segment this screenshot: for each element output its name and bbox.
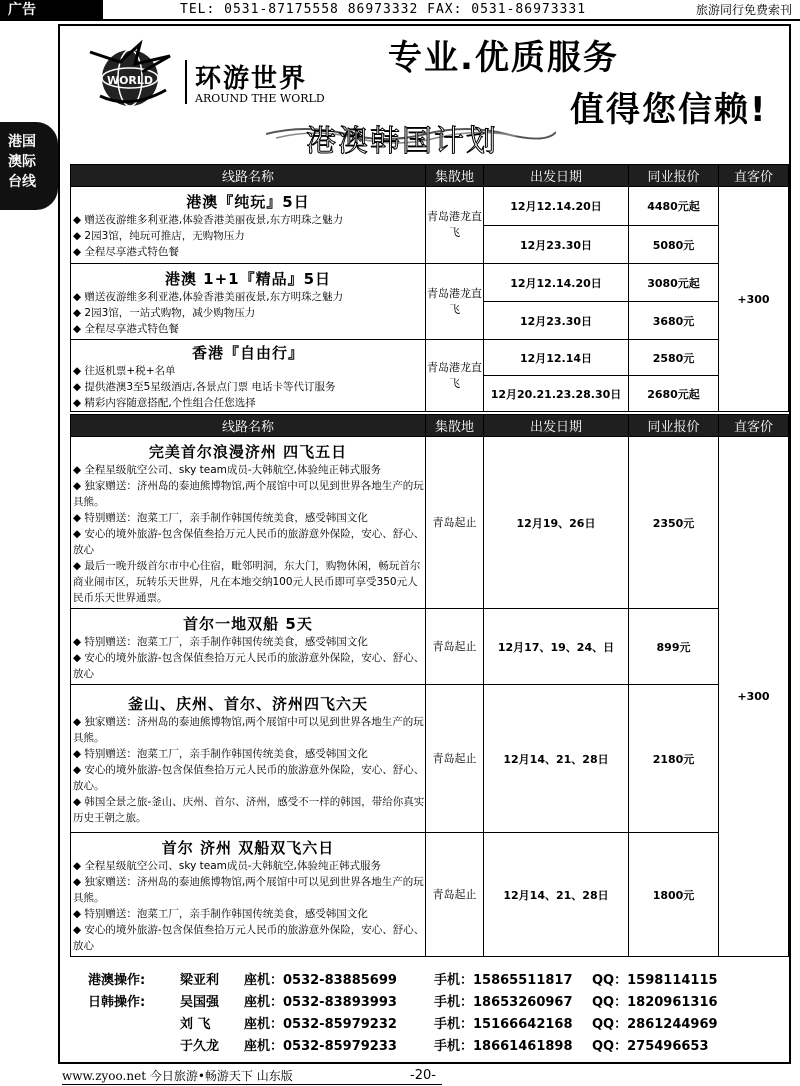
price-cell: 1800元 bbox=[629, 833, 719, 957]
header-rule bbox=[0, 19, 800, 21]
route-bullet: ◆ 独家赠送：济州岛的泰迪熊博物馆,两个展馆中可以见到世界各地生产的玩具熊。 bbox=[71, 714, 425, 746]
departure-cell: 青岛起止 bbox=[426, 437, 484, 609]
route-bullet: ◆ 特别赠送：泡菜工厂，亲手制作韩国传统美食，感受韩国文化 bbox=[71, 746, 425, 762]
departure-cell: 青岛港龙直飞 bbox=[426, 340, 484, 412]
date-cell: 12月23.30日 bbox=[484, 302, 629, 340]
route-bullet: ◆ 往返机票+税+名单 bbox=[71, 363, 425, 379]
route-bullet: ◆ 安心的境外旅游-包含保值叁拾万元人民币的旅游意外保险，安心、舒心、放心 bbox=[71, 526, 425, 558]
plan-title: 港澳韩国计划 bbox=[306, 124, 498, 159]
brand-name: 环游世界 bbox=[195, 64, 308, 94]
route-bullet: ◆ 赠送夜游维多利亚港,体验香港美丽夜景,东方明珠之魅力 bbox=[71, 289, 425, 305]
contact-mobile: 手机：18661461898 bbox=[434, 1039, 573, 1054]
route-title: 香港『自由行』 bbox=[191, 343, 304, 362]
table-row bbox=[71, 187, 789, 226]
departure-cell: 青岛起止 bbox=[426, 685, 484, 833]
route-cell bbox=[71, 264, 426, 340]
route-title: 港澳『纯玩』5日 bbox=[186, 193, 310, 211]
route-cell bbox=[71, 437, 426, 609]
globe-logo-icon bbox=[80, 32, 180, 112]
route-bullet: ◆ 安心的境外旅游-包含保值叁拾万元人民币的旅游意外保险，安心、舒心、放心 bbox=[71, 922, 425, 954]
date-cell: 12月17、19、24、日 bbox=[484, 609, 629, 685]
price-cell: 3080元起 bbox=[629, 264, 719, 302]
col-header-direct-price: 直客价 bbox=[719, 165, 789, 187]
route-title: 釜山、庆州、首尔、济州四飞六天 bbox=[127, 694, 368, 713]
svg-text:WORLD: WORLD bbox=[106, 74, 154, 87]
contact-row bbox=[72, 1014, 778, 1036]
contact-name: 于久龙 bbox=[180, 1039, 220, 1054]
contact-row bbox=[72, 992, 778, 1014]
side-tab-line-1: 港国 bbox=[8, 134, 36, 150]
side-tab-line-2: 澳际 bbox=[8, 154, 36, 170]
col-header-date: 出发日期 bbox=[484, 415, 629, 437]
side-tab-line-3: 台线 bbox=[8, 174, 36, 190]
route-bullet: ◆ 全程尽享港式特色餐 bbox=[71, 244, 425, 260]
route-bullet: ◆ 提供港澳3至5星级酒店,各景点门票 电话卡等代订服务 bbox=[71, 379, 425, 395]
contact-landline: 座机：0532-83885699 bbox=[244, 973, 397, 988]
date-cell: 12月12.14.20日 bbox=[484, 187, 629, 226]
contact-mobile: 手机：15865511817 bbox=[434, 973, 573, 988]
col-header-date: 出发日期 bbox=[484, 165, 629, 187]
contact-name: 梁亚利 bbox=[180, 973, 220, 988]
brand-subtitle: AROUND THE WORLD bbox=[195, 92, 325, 105]
contact-mobile: 手机：15166642168 bbox=[434, 1017, 573, 1032]
departure-cell: 青岛起止 bbox=[426, 609, 484, 685]
route-bullet: ◆ 全程尽享港式特色餐 bbox=[71, 321, 425, 337]
route-cell bbox=[71, 609, 426, 685]
route-bullet: ◆ 韩国全景之旅-釜山、庆州、首尔、济州，感受不一样的韩国，带给你真实历史王朝之旅。 bbox=[71, 794, 425, 826]
col-header-route: 线路名称 bbox=[71, 415, 426, 437]
page-number: -20- bbox=[410, 1068, 436, 1083]
table-row bbox=[71, 340, 789, 376]
price-cell: 2180元 bbox=[629, 685, 719, 833]
route-bullet: ◆ 全程星级航空公司、sky team成员-大韩航空,体验纯正韩式服务 bbox=[71, 462, 425, 478]
route-title: 首尔 济州 双船双飞六日 bbox=[161, 838, 335, 857]
route-bullet: ◆ 特别赠送：泡菜工厂，亲手制作韩国传统美食，感受韩国文化 bbox=[71, 634, 425, 650]
route-title: 首尔一地双船 5天 bbox=[183, 614, 313, 633]
price-cell: 2680元起 bbox=[629, 376, 719, 412]
table-row bbox=[71, 264, 789, 302]
direct-price-cell: +300 bbox=[719, 187, 789, 412]
route-bullet: ◆ 精彩内容随意搭配,个性组合任您选择 bbox=[71, 395, 425, 411]
route-bullet: ◆ 2园3馆，纯玩可推店，无购物压力 bbox=[71, 228, 425, 244]
contact-row bbox=[72, 970, 778, 992]
route-bullet: ◆ 最后一晚升级首尔市中心住宿，毗邻明洞，东大门，购物休闲，畅玩首尔商业闹市区，玩转乐天世界，凡在本地交纳100元人民币即可享受350元人民币乐天世界通票。 bbox=[71, 558, 425, 606]
table-row bbox=[71, 685, 789, 833]
table-header-row bbox=[71, 165, 789, 187]
departure-cell: 青岛港龙直飞 bbox=[426, 187, 484, 264]
route-bullet: ◆ 特别赠送：泡菜工厂，亲手制作韩国传统美食，感受韩国文化 bbox=[71, 510, 425, 526]
route-bullet: ◆ 特别赠送：泡菜工厂，亲手制作韩国传统美食，感受韩国文化 bbox=[71, 906, 425, 922]
kr-routes-table bbox=[70, 414, 789, 957]
contact-numbers: TEL: 0531-87175558 86973332 FAX: 0531-86973331 bbox=[180, 0, 640, 20]
col-header-departure: 集散地 bbox=[426, 165, 484, 187]
table-row bbox=[71, 833, 789, 957]
contact-qq: QQ：1820961316 bbox=[592, 995, 718, 1010]
page-header bbox=[0, 0, 800, 20]
price-cell: 2350元 bbox=[629, 437, 719, 609]
date-cell: 12月12.14.20日 bbox=[484, 264, 629, 302]
route-bullet: ◆ 安心的境外旅游-包含保值叁拾万元人民币的旅游意外保险，安心、舒心、放心。 bbox=[71, 762, 425, 794]
col-header-trade-price: 同业报价 bbox=[629, 165, 719, 187]
table-row bbox=[71, 437, 789, 609]
date-cell: 12月14、21、28日 bbox=[484, 833, 629, 957]
contact-row bbox=[72, 1036, 778, 1058]
contact-landline: 座机：0532-85979232 bbox=[244, 1017, 397, 1032]
date-cell: 12月20.21.23.28.30日 bbox=[484, 376, 629, 412]
table-row bbox=[71, 609, 789, 685]
price-cell: 899元 bbox=[629, 609, 719, 685]
table-header-row bbox=[71, 415, 789, 437]
route-bullet: ◆ 独家赠送：济州岛的泰迪熊博物馆,两个展馆中可以见到世界各地生产的玩具熊。 bbox=[71, 478, 425, 510]
route-bullet: ◆ 安心的境外旅游-包含保值叁拾万元人民币的旅游意外保险，安心、舒心、放心 bbox=[71, 650, 425, 682]
contact-landline: 座机：0532-85979233 bbox=[244, 1039, 397, 1054]
contact-mobile: 手机：18653260967 bbox=[434, 995, 573, 1010]
route-cell bbox=[71, 340, 426, 412]
contact-landline: 座机：0532-83893993 bbox=[244, 995, 397, 1010]
contact-name: 吴国强 bbox=[180, 995, 220, 1010]
slogan-line-1: 专业.优质服务 bbox=[388, 38, 619, 78]
index-note: 旅游同行免费索刊 bbox=[695, 3, 792, 17]
price-cell: 3680元 bbox=[629, 302, 719, 340]
col-header-route: 线路名称 bbox=[71, 165, 426, 187]
col-header-departure: 集散地 bbox=[426, 415, 484, 437]
departure-cell: 青岛起止 bbox=[426, 833, 484, 957]
date-cell: 12月14、21、28日 bbox=[484, 685, 629, 833]
direct-price-cell: +300 bbox=[719, 437, 789, 957]
brand-divider bbox=[185, 60, 187, 104]
contact-role: 港澳操作: bbox=[88, 973, 146, 988]
route-bullet: ◆ 全程星级航空公司、sky team成员-大韩航空,体验纯正韩式服务 bbox=[71, 858, 425, 874]
price-cell: 4480元起 bbox=[629, 187, 719, 226]
hk-routes-table bbox=[70, 164, 789, 412]
side-tab bbox=[0, 122, 58, 210]
route-title: 完美首尔浪漫济州 四飞五日 bbox=[148, 442, 348, 461]
footer-rule bbox=[62, 1084, 442, 1085]
ad-tag: 广告 bbox=[0, 0, 103, 20]
route-cell bbox=[71, 833, 426, 957]
route-bullet: ◆ 2园3馆，一站式购物，减少购物压力 bbox=[71, 305, 425, 321]
price-cell: 5080元 bbox=[629, 226, 719, 264]
col-header-trade-price: 同业报价 bbox=[629, 415, 719, 437]
route-cell bbox=[71, 187, 426, 264]
departure-cell: 青岛港龙直飞 bbox=[426, 264, 484, 340]
contact-qq: QQ：275496653 bbox=[592, 1039, 709, 1054]
route-bullet: ◆ 赠送夜游维多利亚港,体验香港美丽夜景,东方明珠之魅力 bbox=[71, 212, 425, 228]
contact-qq: QQ：2861244969 bbox=[592, 1017, 718, 1032]
contacts-block bbox=[72, 966, 778, 1056]
price-cell: 2580元 bbox=[629, 340, 719, 376]
footer-text: www.zyoo.net 今日旅游•畅游天下 山东版 bbox=[62, 1069, 293, 1083]
route-bullet: ◆ 独家赠送：济州岛的泰迪熊博物馆,两个展馆中可以见到世界各地生产的玩具熊。 bbox=[71, 874, 425, 906]
route-cell bbox=[71, 685, 426, 833]
col-header-direct-price: 直客价 bbox=[719, 415, 789, 437]
date-cell: 12月12.14日 bbox=[484, 340, 629, 376]
route-title: 港澳 1+1『精品』5日 bbox=[164, 269, 332, 288]
contact-role: 日韩操作: bbox=[88, 995, 146, 1010]
date-cell: 12月23.30日 bbox=[484, 226, 629, 264]
date-cell: 12月19、26日 bbox=[484, 437, 629, 609]
slogan-line-2: 值得您信赖! bbox=[570, 90, 768, 130]
contact-qq: QQ：1598114115 bbox=[592, 973, 718, 988]
contact-name: 刘 飞 bbox=[180, 1017, 211, 1032]
